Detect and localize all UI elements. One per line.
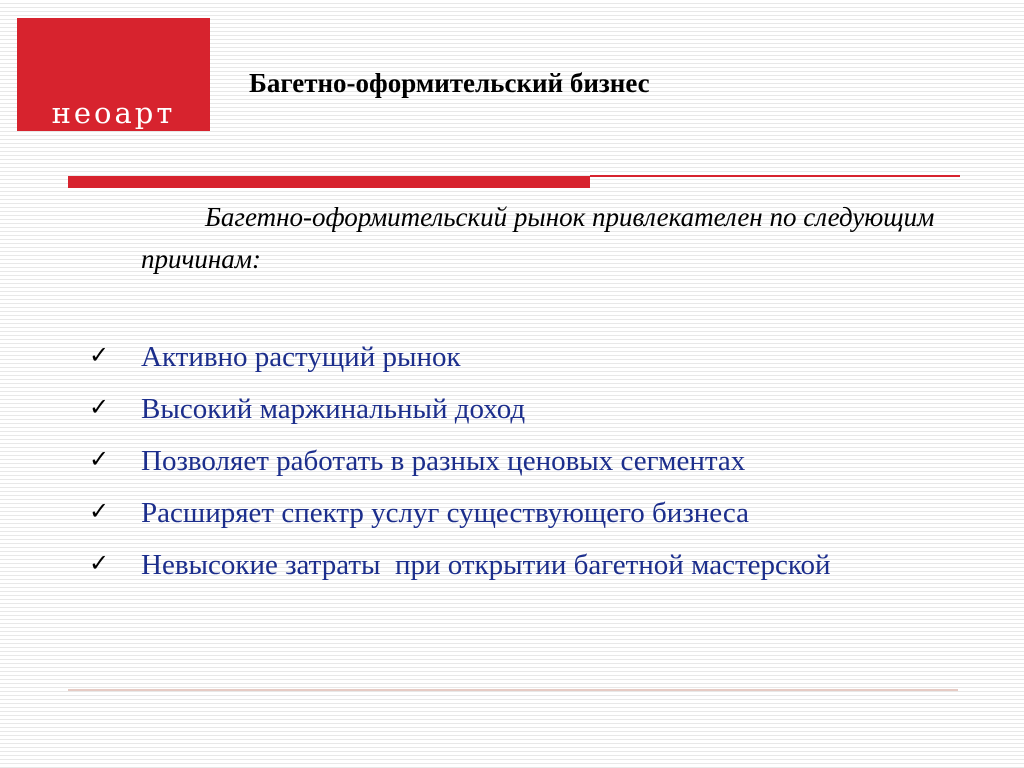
checkmark-icon: ✓ [89,445,110,473]
intro-text: Багетно-оформительский рынок привлекателен по следующим причинам: [141,202,935,274]
bullet-text: Невысокие затраты при открытии багетной мастерской [141,549,831,581]
bullet-text: Позволяет работать в разных ценовых сегментах [141,445,746,477]
bullet-item [0,547,1000,599]
footer-divider [68,689,958,691]
title-underline-thin [590,175,960,177]
bullet-text: Высокий маржинальный доход [141,393,526,425]
bullet-list [0,339,1000,599]
bullet-item [0,391,1000,443]
logo-text: неоарт [51,96,176,130]
bullet-item [0,443,1000,495]
bullet-text: Активно растущий рынок [141,341,461,373]
title-underline-thick [68,176,590,188]
bullet-text: Расширяет спектр услуг существующего бизнеса [141,497,749,529]
checkmark-icon: ✓ [89,497,110,525]
slide-title: Багетно-оформительский бизнес [249,68,650,98]
bullet-item [0,339,1000,391]
neoart-logo [17,18,210,131]
checkmark-icon: ✓ [89,341,110,369]
bullet-item [0,495,1000,547]
checkmark-icon: ✓ [89,549,110,577]
checkmark-icon: ✓ [89,393,110,421]
